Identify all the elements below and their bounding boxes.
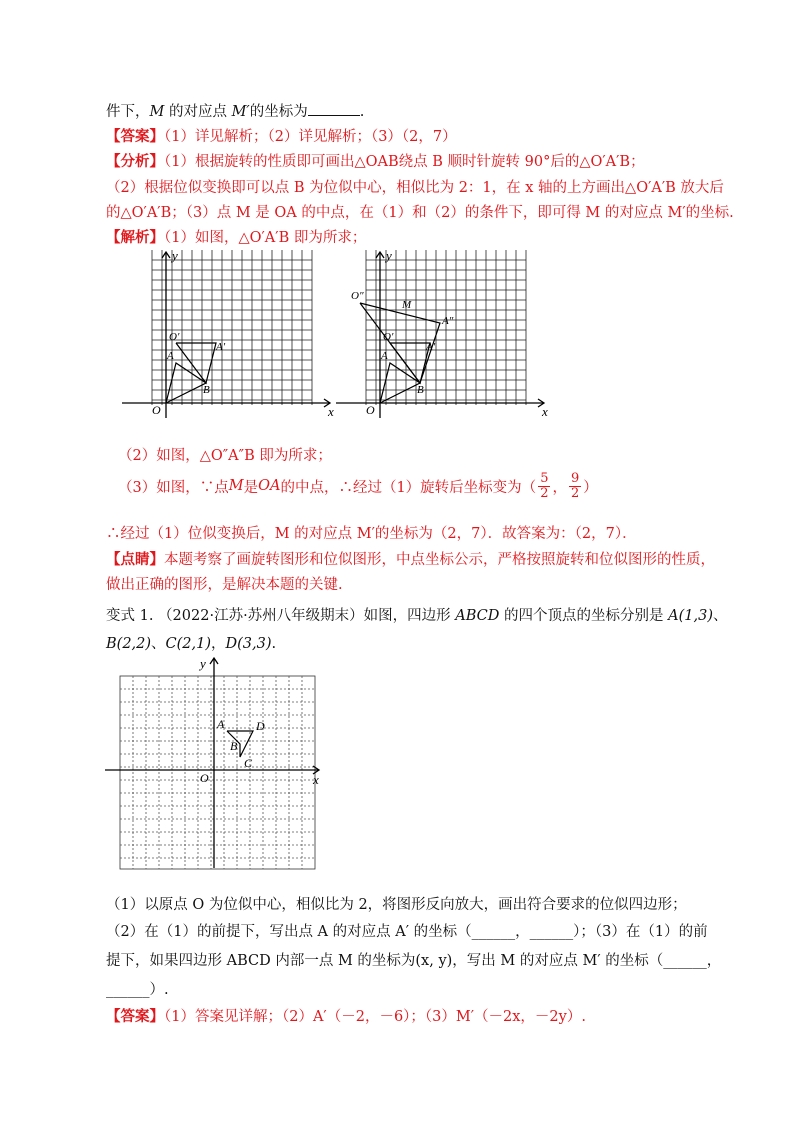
triangles xyxy=(360,303,440,403)
solution-line-4 xyxy=(106,522,637,543)
text: （2）根据位似变换即可以点 B 为位似中心，相似比为 2：1，在 x 轴的上方画出△O′A′B 放大后 xyxy=(106,180,724,196)
point-label: O″ xyxy=(351,290,364,302)
axes xyxy=(336,252,544,418)
analysis-line-1 xyxy=(106,150,645,171)
comment-tag: 【点睛】 xyxy=(106,551,164,568)
point-label: D xyxy=(256,719,265,733)
figure-quadrilateral xyxy=(103,654,335,872)
text: 变式 1. （2022·江苏·苏州八年级期末）如图，四边形 xyxy=(106,608,456,624)
text: 的坐标为 xyxy=(249,104,308,120)
text: M′ xyxy=(231,104,250,120)
text: （1）如图，△O′A′B 即为所求； xyxy=(164,230,367,246)
text: 、 xyxy=(151,636,166,652)
text: （2）如图，△O″A″B 即为所求； xyxy=(118,448,332,464)
text: 的中点，∴经过（1）旋转后坐标变为（ xyxy=(280,479,537,496)
question-2 xyxy=(106,920,708,941)
denominator: 2 xyxy=(570,485,580,501)
text: 的对应点 xyxy=(164,104,232,120)
origin-label: O xyxy=(366,403,375,417)
origin-label: O xyxy=(152,403,161,417)
point-D: D(3,3) xyxy=(225,636,272,652)
point-C: C(2,1) xyxy=(165,636,211,652)
axes xyxy=(122,252,330,418)
figure-rotation xyxy=(118,248,340,420)
question-4 xyxy=(106,978,169,999)
text: ______）. xyxy=(106,982,169,998)
text: OA xyxy=(258,478,281,495)
fraction xyxy=(569,472,581,500)
text: （1）根据旋转的性质即可画出△OAB绕点 B 顺时针旋转 90°后的△O′A′B； xyxy=(164,154,645,170)
figure-homothety xyxy=(332,248,554,420)
x-axis-label: x xyxy=(328,404,334,419)
comment-line-2 xyxy=(106,573,343,594)
fraction xyxy=(538,472,550,500)
numerator: 5 xyxy=(540,471,549,486)
answer-blank xyxy=(308,103,360,116)
text: ∴经过（1）位似变换后，M 的对应点 M′的坐标为（2，7）．故答案为：（2，7）． xyxy=(106,526,637,542)
axes xyxy=(105,658,319,868)
solution-line-2 xyxy=(118,444,332,465)
x-axis-label: x xyxy=(313,772,319,787)
text: （1）以原点 O 为位似中心，相似比为 2，将图形反向放大，画出符合要求的位似四边形； xyxy=(106,897,687,913)
point-label: O′ xyxy=(383,331,394,343)
grid xyxy=(366,250,526,405)
text: （2）在（1）的前提下，写出点 A 的对应点 A′ 的坐标（______，______）；（3）在（1）的前 xyxy=(106,924,708,940)
point-A: A(1,3) xyxy=(668,608,713,624)
text: 、 xyxy=(712,608,728,624)
text: . xyxy=(271,636,277,652)
x-axis-label: x xyxy=(542,404,548,419)
text: 提下，如果四边形 ABCD 内部一点 M 的坐标为(x, y)，写出 M 的对应点 M′ 的坐标（______， xyxy=(106,953,722,969)
question-1 xyxy=(106,893,687,914)
analysis-line-2 xyxy=(106,176,724,197)
analysis-line-3 xyxy=(106,201,734,222)
point-label: A′ xyxy=(426,341,436,353)
solution-line-1 xyxy=(106,226,366,247)
text: . xyxy=(359,104,365,120)
point-label: A″ xyxy=(442,315,454,327)
point-label: B xyxy=(230,739,238,753)
intro-line xyxy=(106,100,364,121)
text: 做出正确的图形，是解决本题的关键. xyxy=(106,577,343,593)
answer-tag: 【答案】 xyxy=(106,128,164,145)
text: M xyxy=(228,478,244,495)
text: M xyxy=(149,104,165,120)
point-label: A xyxy=(381,350,388,362)
text: 本题考察了画旋转图形和位似图形，中点坐标公示，严格按照旋转和位似图形的性质， xyxy=(164,552,715,568)
answer-text: （1）详见解析；（2）详见解析；（3）（2，7） xyxy=(164,129,457,145)
text: （3）如图，∵点 xyxy=(118,479,229,496)
text: ABCD xyxy=(455,608,500,624)
denominator: 2 xyxy=(540,485,549,501)
answer-tag: 【答案】 xyxy=(106,1008,164,1025)
dashed-grid xyxy=(120,676,315,869)
text: 件下， xyxy=(106,104,150,120)
analysis-tag: 【分析】 xyxy=(106,153,164,170)
answer-line xyxy=(106,125,457,146)
solution-tag: 【解析】 xyxy=(106,229,164,246)
solution-line-3 xyxy=(118,472,598,500)
variant-line-1 xyxy=(106,604,727,625)
point-label: A xyxy=(167,350,174,362)
text: 的△O′A′B；（3）点 M 是 OA 的中点，在（1）和（2）的条件下，即可得 M 的对应点 M′的坐标. xyxy=(106,205,734,221)
numerator: 9 xyxy=(570,471,580,486)
answer-text: （1）答案见详解；（2）A′（－2，－6）；（3）M′（－2x，－2y）. xyxy=(164,1009,586,1025)
y-axis-label: y xyxy=(386,248,392,263)
comment-line-1 xyxy=(106,548,715,569)
origin-label: O xyxy=(200,771,209,785)
grid xyxy=(152,250,312,405)
point-B: B(2,2) xyxy=(106,636,152,652)
point-label: O′ xyxy=(169,331,180,343)
point-label: A′ xyxy=(216,341,226,353)
text: ， xyxy=(552,479,567,496)
answer-line-2 xyxy=(106,1005,586,1026)
text: 的四个顶点的坐标分别是 xyxy=(499,608,669,624)
point-label: B xyxy=(417,384,424,396)
point-label: B xyxy=(203,384,210,396)
y-axis-label: y xyxy=(200,656,206,671)
variant-line-2: B(2,2)、C(2,1)，D(3,3). xyxy=(106,636,277,652)
y-axis-label: y xyxy=(172,248,178,263)
text: 是 xyxy=(243,479,259,496)
point-label: C xyxy=(244,756,253,770)
point-label: M xyxy=(402,299,412,311)
question-3 xyxy=(106,949,721,970)
text: ） xyxy=(583,479,598,496)
point-label: A xyxy=(217,717,225,731)
